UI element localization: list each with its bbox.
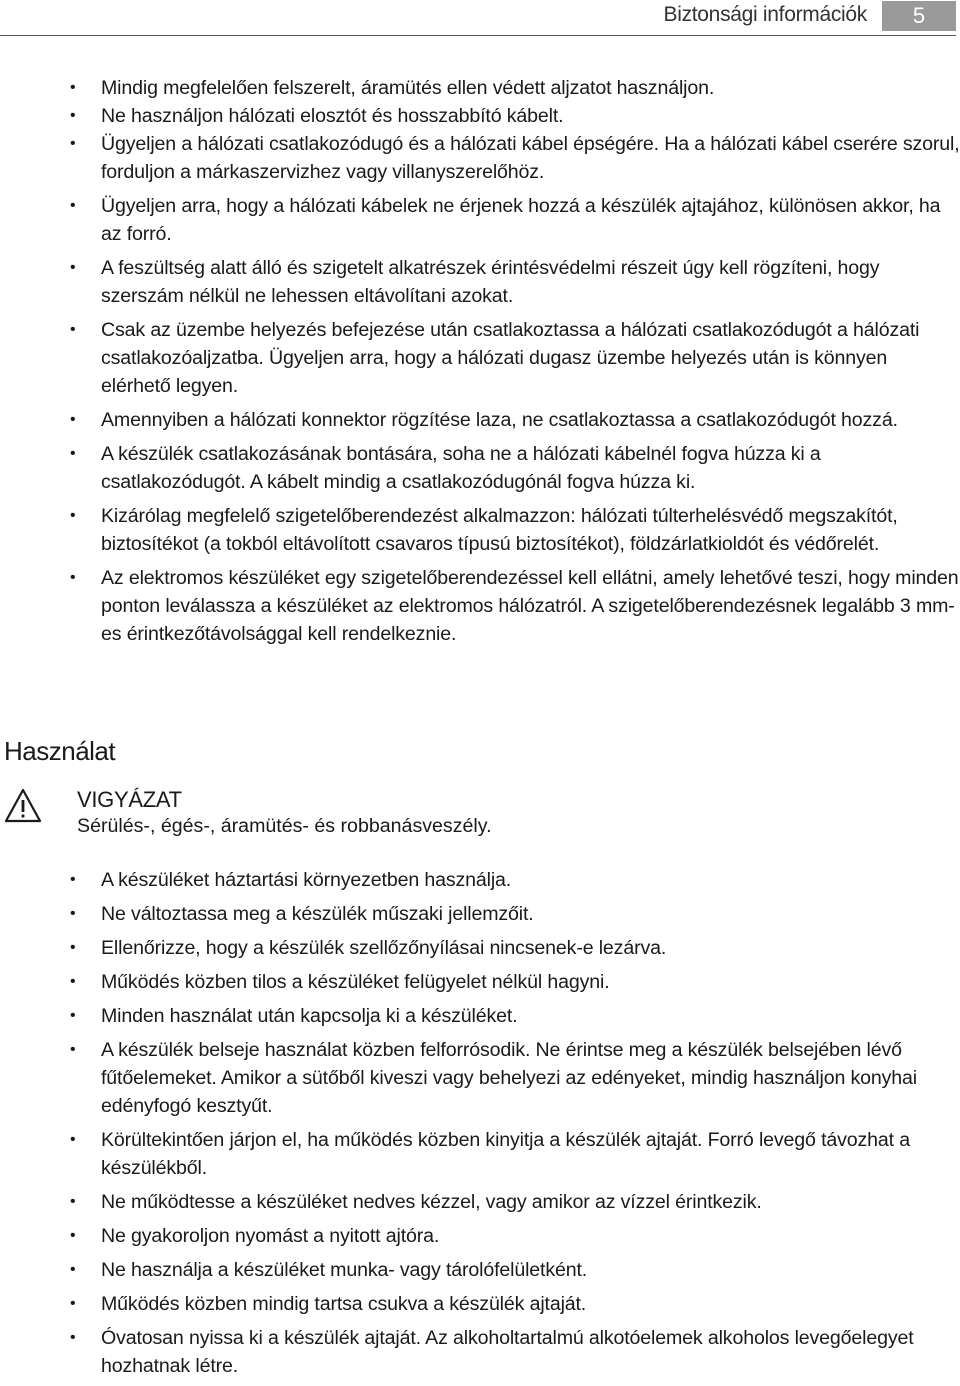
bullet-icon: • [70, 321, 76, 338]
section-header-title: Biztonsági információk [663, 3, 867, 26]
list-item: • Ügyeljen arra, hogy a hálózati kábelek ne érjenek hozzá a készülék ajtajához, különösen akkor, ha az forró. [70, 192, 960, 248]
bullet-icon: • [70, 135, 76, 152]
list-item: • Működés közben mindig tartsa csukva a készülék ajtaját. [70, 1290, 960, 1318]
page-header [0, 0, 960, 36]
bullet-icon: • [70, 939, 76, 956]
list-item: • Ne gyakoroljon nyomást a nyitott ajtóra. [70, 1222, 960, 1250]
bullet-icon: • [70, 411, 76, 428]
bullet-icon: • [70, 507, 76, 524]
list-item: • Amennyiben a hálózati konnektor rögzítése laza, ne csatlakoztassa a csatlakozódugót hozzá. [70, 406, 960, 434]
bullet-icon: • [70, 79, 76, 96]
list-item: • Ne működtesse a készüléket nedves kézzel, vagy amikor az vízzel érintkezik. [70, 1188, 960, 1216]
list-item: • Működés közben tilos a készüléket felügyelet nélkül hagyni. [70, 968, 960, 996]
bullet-icon: • [70, 1261, 76, 1278]
bullet-icon: • [70, 973, 76, 990]
list-item: • Ne használja a készüléket munka- vagy tárolófelületként. [70, 1256, 960, 1284]
bullet-icon: • [70, 1041, 76, 1058]
bullet-icon: • [70, 107, 76, 124]
bullet-icon: • [70, 1131, 76, 1148]
bullet-icon: • [70, 569, 76, 586]
warning-title: VIGYÁZAT [77, 787, 182, 812]
bullet-icon: • [70, 1193, 76, 1210]
list-item: • Ellenőrizze, hogy a készülék szellőzőnyílásai nincsenek-e lezárva. [70, 934, 960, 962]
list-item: • Kizárólag megfelelő szigetelőberendezést alkalmazzon: hálózati túlterhelésvédő megszakítót, biztosítékot (a tokból eltávolított csavaros típusú biztosítékot), földzárlatkioldót és védőrelét. [70, 502, 960, 558]
bullet-icon: • [70, 871, 76, 888]
bullet-icon: • [70, 1007, 76, 1024]
bullet-icon: • [70, 905, 76, 922]
list-item: • Az elektromos készüléket egy szigetelőberendezéssel kell ellátni, amely lehetővé teszi, hogy minden ponton leválassza a készüléket az elektromos hálózatról. A szigetelőberendezésnek legalább 3 mm-es érintkezőtávolsággal kell rendelkeznie. [70, 564, 960, 648]
bullet-icon: • [70, 1227, 76, 1244]
usage-safety-list [70, 866, 960, 1386]
list-item: • Ügyeljen a hálózati csatlakozódugó és a hálózati kábel épségére. Ha a hálózati kábel cserére szorul, forduljon a márkaszervizhez vagy villanyszerelőhöz. [70, 130, 960, 186]
electrical-safety-list [70, 74, 960, 654]
header-divider [0, 35, 956, 36]
section-title-usage: Használat [4, 736, 116, 766]
list-item: • Csak az üzembe helyezés befejezése után csatlakoztassa a hálózati csatlakozódugót a hálózati csatlakozóaljzatba. Ügyeljen arra, hogy a hálózati dugasz üzembe helyezés után is könnyen elérhető legyen. [70, 316, 960, 400]
bullet-icon: • [70, 197, 76, 214]
list-item: • Minden használat után kapcsolja ki a készüléket. [70, 1002, 960, 1030]
list-item: • Ne változtassa meg a készülék műszaki jellemzőit. [70, 900, 960, 928]
bullet-icon: • [70, 1295, 76, 1312]
bullet-icon: • [70, 1329, 76, 1346]
bullet-icon: • [70, 445, 76, 462]
list-item: • Ne használjon hálózati elosztót és hosszabbító kábelt. [70, 102, 960, 130]
page-number: 5 [882, 1, 956, 31]
list-item: • Mindig megfelelően felszerelt, áramütés ellen védett aljzatot használjon. [70, 74, 960, 102]
bullet-icon: • [70, 259, 76, 276]
list-item: • A feszültség alatt álló és szigetelt alkatrészek érintésvédelmi részeit úgy kell rögzíteni, hogy szerszám nélkül ne lehessen eltávolítani azokat. [70, 254, 960, 310]
warning-triangle-icon [4, 788, 42, 824]
list-item: • Körültekintően járjon el, ha működés közben kinyitja a készülék ajtaját. Forró levegő távozhat a készülékből. [70, 1126, 960, 1182]
warning-text: Sérülés-, égés-, áramütés- és robbanásveszély. [77, 815, 492, 837]
list-item: • Óvatosan nyissa ki a készülék ajtaját. Az alkoholtartalmú alkotóelemek alkoholos levegőelegyet hozhatnak létre. [70, 1324, 960, 1380]
list-item: • A készüléket háztartási környezetben használja. [70, 866, 960, 894]
list-item: • A készülék belseje használat közben felforrósodik. Ne érintse meg a készülék belsejében lévő fűtőelemeket. Amikor a sütőből kiveszi vagy behelyezi az edényeket, mindig használjon konyhai edényfogó kesztyűt. [70, 1036, 960, 1120]
list-item: • A készülék csatlakozásának bontására, soha ne a hálózati kábelnél fogva húzza ki a csatlakozódugót. A kábelt mindig a csatlakozódugónál fogva húzza ki. [70, 440, 960, 496]
